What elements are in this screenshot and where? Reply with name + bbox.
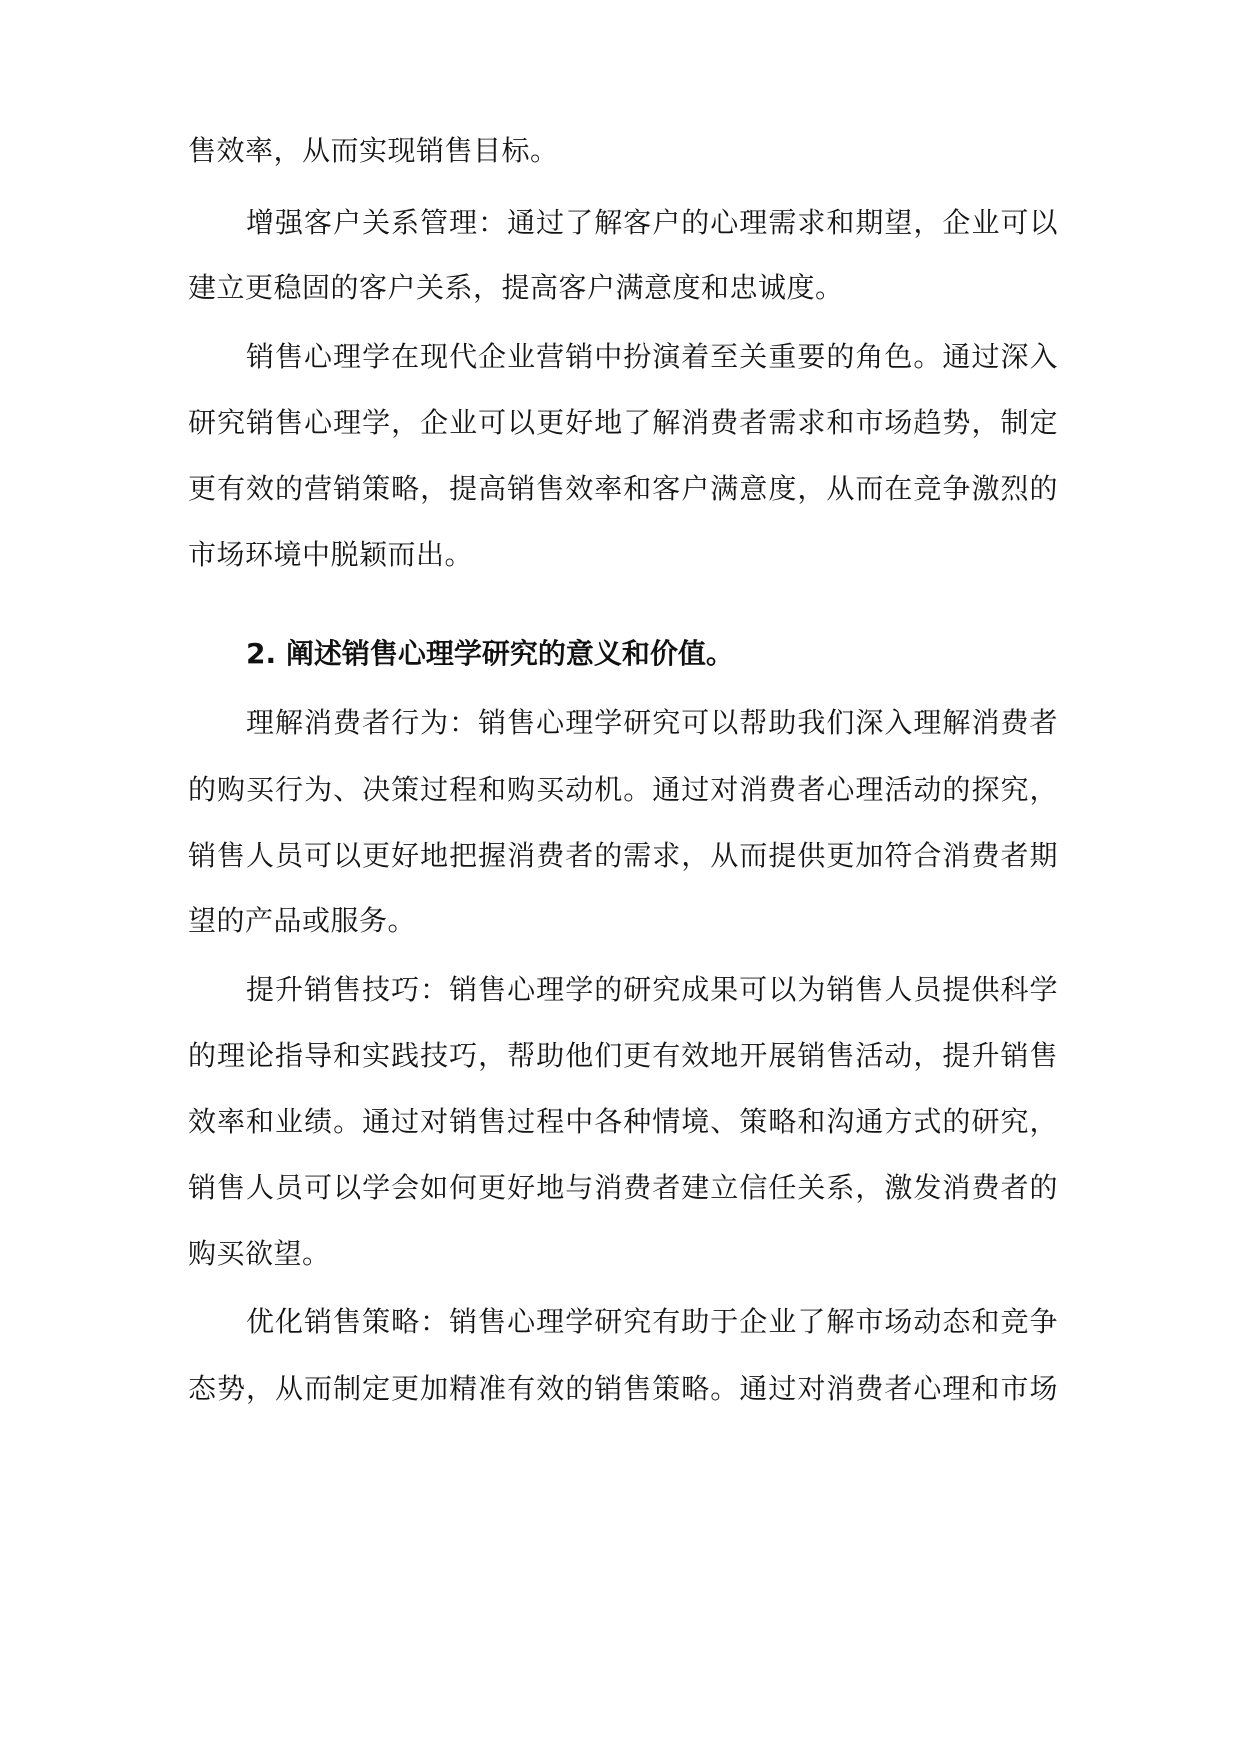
paragraph-line: 销售心理学在现代企业营销中扮演着至关重要的角色。通过深入 — [246, 340, 1058, 373]
paragraph-line: 销售人员可以学会如何更好地与消费者建立信任关系，激发消费者的 — [188, 1171, 1058, 1204]
paragraph-line: 增强客户关系管理：通过了解客户的心理需求和期望，企业可以 — [246, 206, 1058, 239]
paragraph-line: 建立更稳固的客户关系，提高客户满意度和忠诚度。 — [188, 271, 844, 304]
paragraph-line: 态势，从而制定更加精准有效的销售策略。通过对消费者心理和市场 — [188, 1372, 1058, 1405]
paragraph-line: 售效率，从而实现销售目标。 — [188, 134, 559, 167]
paragraph-line: 的理论指导和实践技巧，帮助他们更有效地开展销售活动，提升销售 — [188, 1039, 1058, 1072]
paragraph-line: 研究销售心理学，企业可以更好地了解消费者需求和市场趋势，制定 — [188, 406, 1058, 439]
paragraph-line: 销售人员可以更好地把握消费者的需求，从而提供更加符合消费者期 — [188, 839, 1058, 872]
paragraph-line: 理解消费者行为：销售心理学研究可以帮助我们深入理解消费者 — [246, 706, 1058, 739]
paragraph-line: 效率和业绩。通过对销售过程中各种情境、策略和沟通方式的研究， — [188, 1105, 1058, 1138]
paragraph-line: 更有效的营销策略，提高销售效率和客户满意度，从而在竞争激烈的 — [188, 472, 1058, 505]
paragraph-line: 市场环境中脱颖而出。 — [188, 538, 474, 571]
paragraph-line: 提升销售技巧：销售心理学的研究成果可以为销售人员提供科学 — [246, 973, 1058, 1006]
paragraph-line: 的购买行为、决策过程和购买动机。通过对消费者心理活动的探究， — [188, 773, 1058, 806]
paragraph-line: 优化销售策略：销售心理学研究有助于企业了解市场动态和竞争 — [246, 1305, 1058, 1338]
section-heading: 2. 阐述销售心理学研究的意义和价值。 — [246, 637, 734, 670]
paragraph-line: 购买欲望。 — [188, 1237, 331, 1270]
paragraph-line: 望的产品或服务。 — [188, 904, 417, 937]
